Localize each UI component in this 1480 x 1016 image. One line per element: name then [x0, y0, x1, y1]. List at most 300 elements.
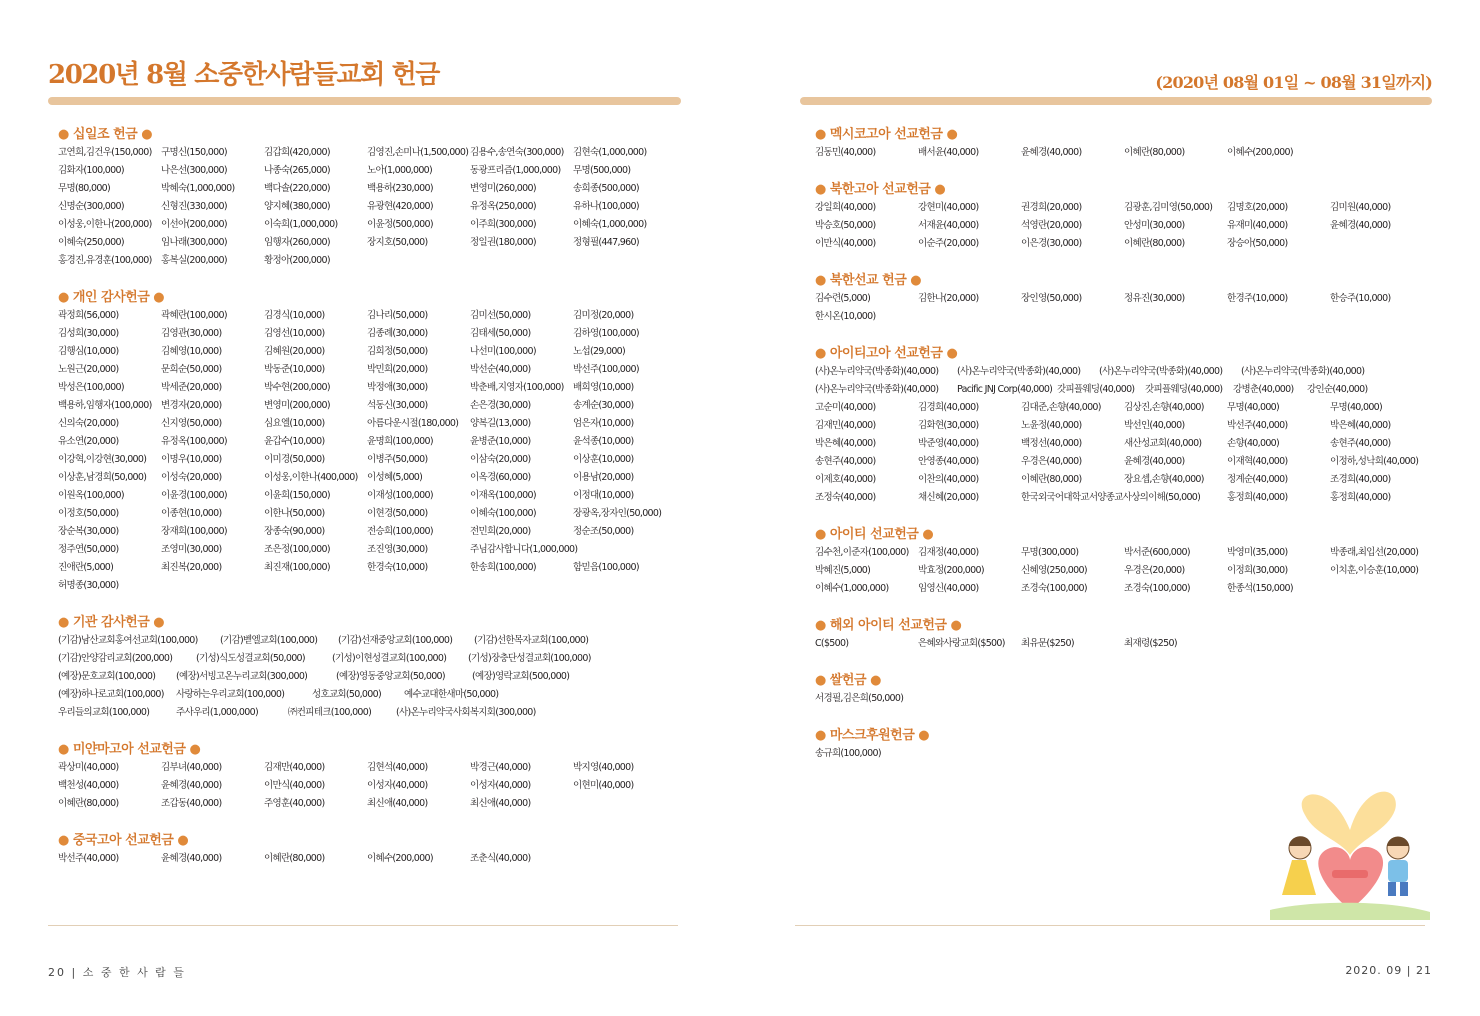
donation-entry: 심요엘(10,000) [264, 418, 325, 429]
donation-entry: 전민희(20,000) [470, 526, 531, 537]
donation-entry: 김광훈,김미영(50,000) [1124, 202, 1213, 213]
donation-entry: 성호교회(50,000) [312, 689, 381, 700]
donation-entry: 주영훈(40,000) [264, 798, 325, 809]
donation-entry: Pacific JNJ Corp(40,000) [957, 384, 1053, 395]
section-left-1 [58, 289, 678, 595]
donation-entry: 이미경(50,000) [264, 454, 325, 465]
donation-entry: 이상훈,남경희(50,000) [58, 472, 147, 483]
donation-entry: 박준영(40,000) [918, 438, 979, 449]
donation-entry: 이성웅,이한나(200,000) [58, 219, 152, 230]
donation-entry: 변경자(20,000) [161, 400, 222, 411]
donation-entry: 이정대(10,000) [573, 490, 634, 501]
bullet-dot-icon: ● [866, 673, 881, 688]
donation-entry: 김영선(10,000) [264, 328, 325, 339]
donation-entry: 박효정(200,000) [918, 565, 984, 576]
donation-entry: 윤갑수(10,000) [264, 436, 325, 447]
donation-entry: 박선인(40,000) [1124, 420, 1185, 431]
donation-entry: 이만식(40,000) [815, 238, 876, 249]
bullet-dot-icon: ● [930, 182, 946, 197]
section-title [815, 126, 1435, 144]
section-left-2 [58, 614, 678, 722]
donation-entry: 장광옥,장자인(50,000) [573, 508, 662, 519]
donation-entry: (기성)식도성결교회(50,000) [196, 653, 305, 664]
donation-entry: (사)온누리약국(박종화)(40,000) [815, 384, 939, 395]
donation-entry: 김화현(30,000) [918, 420, 979, 431]
section-title [58, 614, 678, 632]
donation-entry: 우리들의교회(100,000) [58, 707, 150, 718]
section-right-7 [815, 727, 1435, 763]
section-title-text: 기관 감사헌금 [72, 615, 150, 630]
entry-grid [815, 544, 1435, 598]
donation-entry: 무명(300,000) [1021, 547, 1079, 558]
donation-entry: 김혜원(20,000) [264, 346, 325, 357]
donation-entry [1124, 308, 1227, 326]
donation-entry: 이재혁(40,000) [1227, 456, 1288, 467]
bullet-dot-icon: ● [815, 527, 830, 542]
donation-entry: (예장)영락교회(500,000) [472, 671, 570, 682]
donation-entry: 윤명희(100,000) [367, 436, 433, 447]
donation-entry: 조영미(30,000) [161, 544, 222, 555]
donation-entry: 무명(40,000) [1330, 402, 1383, 413]
donation-entry: 윤병준(10,000) [470, 436, 531, 447]
donation-entry: 우경은(20,000) [1124, 565, 1185, 576]
page-title: 2020년 8월 소중한사람들교회 헌금 [48, 60, 440, 90]
donation-entry: 김명호(20,000) [1227, 202, 1288, 213]
section-title [58, 126, 678, 144]
donation-entry: 최신애(40,000) [367, 798, 428, 809]
donation-entry: 백다솔(220,000) [264, 183, 330, 194]
donation-entry [1021, 308, 1124, 326]
donation-entry: 노섭(29,000) [573, 346, 626, 357]
donation-entry: 곽상미(40,000) [58, 762, 119, 773]
donation-entry: 김갑희(420,000) [264, 147, 330, 158]
section-left-4 [58, 832, 678, 868]
donation-entry: 이재성(100,000) [367, 490, 433, 501]
section-title-text: 해외 아이티 선교헌금 [829, 618, 947, 633]
donation-entry: 백용하(230,000) [367, 183, 433, 194]
donation-entry [1021, 745, 1124, 763]
entry-row [58, 650, 678, 668]
section-right-6 [815, 672, 1435, 708]
donation-entry [1021, 690, 1124, 708]
donation-entry: 박종래,최입선(20,000) [1330, 547, 1419, 558]
donation-entry: 곽정희(56,000) [58, 310, 119, 321]
donation-entry: 손은경(30,000) [470, 400, 531, 411]
donation-entry: 이선아(200,000) [161, 219, 227, 230]
donation-entry: 김경희(40,000) [918, 402, 979, 413]
donation-entry: 양복길(13,000) [470, 418, 531, 429]
donation-entry: 강병춘(40,000) [1233, 384, 1294, 395]
donation-entry [264, 577, 367, 595]
section-title [58, 832, 678, 850]
donation-entry: 은혜와사랑교회($500) [918, 638, 1005, 649]
donation-entry [573, 850, 676, 868]
section-title [815, 345, 1435, 363]
entry-grid [815, 635, 1435, 653]
donation-entry: 장인영(50,000) [1021, 293, 1082, 304]
donation-entry [918, 690, 1021, 708]
donation-entry: 정순조(50,000) [573, 526, 634, 537]
donation-entry: 조갑동(40,000) [161, 798, 222, 809]
donation-entry: 박은혜(40,000) [1330, 420, 1391, 431]
donation-entry: 노원근(20,000) [58, 364, 119, 375]
donation-entry: 우경은(40,000) [1021, 456, 1082, 467]
title-underline-right [800, 97, 1432, 105]
donation-entry [1124, 690, 1227, 708]
donation-entry: 이현경(50,000) [367, 508, 428, 519]
donation-entry: 박선주(40,000) [1227, 420, 1288, 431]
donation-entry: 최유문($250) [1021, 638, 1074, 649]
donation-entry: 박정애(30,000) [367, 382, 428, 393]
donation-entry: 김용수,송연숙(300,000) [470, 147, 564, 158]
donation-entry [1330, 235, 1433, 253]
donation-entry: 이혜란(80,000) [1124, 238, 1185, 249]
donation-entry: 이상훈(10,000) [573, 454, 634, 465]
donation-entry: 이혜란(80,000) [58, 798, 119, 809]
entry-row [58, 632, 678, 650]
donation-entry: 이성자(40,000) [367, 780, 428, 791]
donation-entry: 정유진(30,000) [1124, 293, 1185, 304]
donation-entry: 서재윤(40,000) [918, 220, 979, 231]
donation-entry: 김미정(20,000) [573, 310, 634, 321]
donation-entry: 나선미(100,000) [470, 346, 536, 357]
bullet-dot-icon: ● [58, 742, 73, 757]
donation-entry: 조경희(40,000) [1330, 474, 1391, 485]
donation-entry: 변영미(200,000) [264, 400, 330, 411]
donation-entry: 조경숙(100,000) [1021, 583, 1087, 594]
donation-entry: (기감)벧엘교회(100,000) [220, 635, 318, 646]
donation-entry [161, 577, 264, 595]
section-right-5 [815, 617, 1435, 653]
donation-entry: 박지영(40,000) [573, 762, 634, 773]
donation-entry: 이순주(20,000) [918, 238, 979, 249]
donation-entry [918, 308, 1021, 326]
donation-entry: 김하영(100,000) [573, 328, 639, 339]
bullet-dot-icon: ● [58, 127, 73, 142]
donation-entry: 박경근(40,000) [470, 762, 531, 773]
donation-entry [573, 577, 676, 595]
bullet-dot-icon: ● [149, 615, 165, 630]
donation-entry: 조은정(100,000) [264, 544, 330, 555]
donation-entry: 홍복실(200,000) [161, 255, 227, 266]
donation-entry: 박영미(35,000) [1227, 547, 1288, 558]
donation-entry: 정일권(180,000) [470, 237, 536, 248]
donation-entry: 유재미(40,000) [1227, 220, 1288, 231]
donation-entry: 아름다운시절(180,000) [367, 418, 459, 429]
donation-entry: 김수련(5,000) [815, 293, 871, 304]
section-title [815, 617, 1435, 635]
section-title-text: 아이티 선교헌금 [829, 527, 919, 542]
donation-entry: 이명우(10,000) [161, 454, 222, 465]
donation-entry: 강현미(40,000) [918, 202, 979, 213]
section-title [815, 526, 1435, 544]
bottom-rule-right [795, 925, 1425, 926]
donation-entry: 김영진,손미나(1,500,000) [367, 147, 469, 158]
donation-entry: 정계순(40,000) [1227, 474, 1288, 485]
donation-entry: 신형진(330,000) [161, 201, 227, 212]
section-title [58, 741, 678, 759]
right-page-column [815, 126, 1435, 782]
bullet-dot-icon: ● [942, 346, 958, 361]
donation-entry: 배서윤(40,000) [918, 147, 979, 158]
donation-entry: 이윤경(100,000) [161, 490, 227, 501]
donation-entry [1330, 635, 1433, 653]
donation-entry: (예장)문호교회(100,000) [58, 671, 156, 682]
donation-entry: ㈜컨피테크(100,000) [288, 707, 372, 718]
donation-entry: 변영미(260,000) [470, 183, 536, 194]
bullet-dot-icon: ● [918, 527, 934, 542]
donation-entry: 이종현(10,000) [161, 508, 222, 519]
donation-entry: 이용남(20,000) [573, 472, 634, 483]
donation-entry: 노윤정(40,000) [1021, 420, 1082, 431]
left-page-column [58, 126, 678, 887]
entry-grid [815, 399, 1435, 507]
donation-entry: 김태세(50,000) [470, 328, 531, 339]
entry-grid [58, 850, 678, 868]
donation-entry: (예장)서빙고온누리교회(300,000) [176, 671, 308, 682]
bottom-rule-left [48, 925, 678, 926]
donation-entry: (기감)남산교회홍여선교회(100,000) [58, 635, 198, 646]
donation-entry: 이혜란(80,000) [1021, 474, 1082, 485]
donation-entry: 안영종(40,000) [918, 456, 979, 467]
donation-entry: 송규희(100,000) [815, 748, 881, 759]
donation-entry: 갓피플웨딩(40,000) [1145, 384, 1223, 395]
donation-entry: 조진영(30,000) [367, 544, 428, 555]
donation-entry: 한승주(10,000) [1330, 293, 1391, 304]
donation-entry: 김부녀(40,000) [161, 762, 222, 773]
section-title-text: 쌀헌금 [829, 673, 867, 688]
donation-entry [918, 745, 1021, 763]
donation-entry: 백정선(40,000) [1021, 438, 1082, 449]
donation-entry: 윤혜경(40,000) [161, 780, 222, 791]
bullet-dot-icon: ● [137, 127, 153, 142]
donation-entry: 한국외국어대학교서양종교사상의이해(50,000) [1021, 492, 1201, 503]
donation-entry [1227, 308, 1330, 326]
section-title-text: 북한선교 헌금 [829, 273, 907, 288]
section-title-text: 중국고아 선교헌금 [72, 833, 174, 848]
title-underline-left [48, 97, 681, 105]
donation-entry: 최신애(40,000) [470, 798, 531, 809]
bullet-dot-icon: ● [815, 182, 830, 197]
donation-entry [1330, 308, 1433, 326]
donation-entry: 이혜숙(100,000) [470, 508, 536, 519]
donation-entry: 김대준,손향(40,000) [1021, 402, 1101, 413]
section-title [815, 727, 1435, 745]
donation-entry: 이찬의(40,000) [918, 474, 979, 485]
donation-entry: 유광현(420,000) [367, 201, 433, 212]
donation-entry: 김미원(40,000) [1330, 202, 1391, 213]
donation-entry: 장승아(50,000) [1227, 238, 1288, 249]
donation-entry: 조경숙(100,000) [1124, 583, 1190, 594]
donation-entry: 김현숙(1,000,000) [573, 147, 647, 158]
donation-entry: 이숙희(1,000,000) [264, 219, 338, 230]
donation-entry: 장종숙(90,000) [264, 526, 325, 537]
donation-entry: 이혜숙(1,000,000) [573, 219, 647, 230]
donation-entry: 이정하,성낙희(40,000) [1330, 456, 1419, 467]
bullet-dot-icon: ● [149, 290, 165, 305]
donation-entry: (사)온누리약국(박종화)(40,000) [1241, 366, 1365, 377]
donation-entry: 최진재(100,000) [264, 562, 330, 573]
entry-grid [58, 307, 678, 595]
donation-entry: 석동신(30,000) [367, 400, 428, 411]
donation-entry: (사)온누리약국(박종화)(40,000) [1099, 366, 1223, 377]
heart-kids-illustration [1270, 760, 1430, 920]
donation-entry: 이병주(50,000) [367, 454, 428, 465]
donation-entry: 한송희(100,000) [470, 562, 536, 573]
donation-entry: 갓피플웨딩(40,000) [1057, 384, 1135, 395]
donation-entry: 윤혜경(40,000) [1021, 147, 1082, 158]
donation-entry: 고순미(40,000) [815, 402, 876, 413]
donation-entry: 장요셉,손향(40,000) [1124, 474, 1204, 485]
donation-entry: 박혜진(5,000) [815, 565, 871, 576]
donation-entry: 김성희(30,000) [58, 328, 119, 339]
donation-entry: 무명(80,000) [58, 183, 111, 194]
donation-entry: 허명종(30,000) [58, 580, 119, 591]
donation-entry: 한경숙(10,000) [367, 562, 428, 573]
donation-entry: 이혜수(200,000) [1227, 147, 1293, 158]
donation-entry: 임영신(40,000) [918, 583, 979, 594]
donation-entry: 조춘식(40,000) [470, 853, 531, 864]
donation-entry: 신명순(300,000) [58, 201, 124, 212]
donation-entry [1227, 690, 1330, 708]
donation-entry: 정주연(50,000) [58, 544, 119, 555]
donation-entry: 김나리(50,000) [367, 310, 428, 321]
donation-entry [1124, 745, 1227, 763]
donation-entry: 이혜숙(250,000) [58, 237, 124, 248]
donation-entry: 고연희,김건우(150,000) [58, 147, 152, 158]
section-title-text: 북한고아 선교헌금 [829, 182, 931, 197]
donation-entry: 나종숙(265,000) [264, 165, 330, 176]
donation-entry: 유하나(100,000) [573, 201, 639, 212]
donation-entry: (기감)선재중앙교회(100,000) [338, 635, 453, 646]
donation-entry: 김경식(10,000) [264, 310, 325, 321]
donation-entry [367, 252, 470, 270]
donation-entry: 백천성(40,000) [58, 780, 119, 791]
donation-entry: 김미선(50,000) [470, 310, 531, 321]
donation-entry: 무명(40,000) [1227, 402, 1280, 413]
section-title-text: 마스크후원헌금 [829, 728, 915, 743]
donation-entry [367, 577, 470, 595]
donation-entry [470, 577, 573, 595]
donation-entry: 나은선(300,000) [161, 165, 227, 176]
donation-entry: 박승호(50,000) [815, 220, 876, 231]
donation-entry: 이재옥(100,000) [470, 490, 536, 501]
entry-row [815, 381, 1435, 399]
donation-entry: 이혜수(200,000) [367, 853, 433, 864]
donation-entry: (기감)안양감리교회(200,000) [58, 653, 173, 664]
donation-entry: 한경주(10,000) [1227, 293, 1288, 304]
donation-entry [1330, 580, 1433, 598]
section-title-text: 십일조 헌금 [72, 127, 138, 142]
bullet-dot-icon: ● [942, 127, 958, 142]
donation-entry: 이성혜(5,000) [367, 472, 423, 483]
donation-entry: 채신혜(20,000) [918, 492, 979, 503]
entry-row [58, 668, 678, 686]
donation-entry: 박선주(100,000) [573, 364, 639, 375]
donation-entry: 윤혜경(40,000) [1124, 456, 1185, 467]
donation-entry: 신의숙(20,000) [58, 418, 119, 429]
entry-grid [58, 144, 678, 270]
donation-entry: 사랑하는우리교회(100,000) [176, 689, 285, 700]
donation-entry: 유정옥(100,000) [161, 436, 227, 447]
bullet-dot-icon: ● [946, 618, 962, 633]
donation-entry: (기감)선한목자교회(100,000) [474, 635, 589, 646]
donation-entry: 주님감사합니다(1,000,000) [470, 544, 578, 555]
donation-entry: 안성미(30,000) [1124, 220, 1185, 231]
donation-entry: 전승희(100,000) [367, 526, 433, 537]
donation-entry: 이한나(50,000) [264, 508, 325, 519]
donation-entry: (사)온누리약국(박종화)(40,000) [957, 366, 1081, 377]
donation-entry: 이원옥(100,000) [58, 490, 124, 501]
donation-entry: 신혜영(250,000) [1021, 565, 1087, 576]
donation-entry: 백용하,임행자(100,000) [58, 400, 152, 411]
donation-entry: 무명(500,000) [573, 165, 631, 176]
donation-entry: 임나래(300,000) [161, 237, 227, 248]
donation-entry: 새산성교회(40,000) [1124, 438, 1202, 449]
donation-entry: 박수현(200,000) [264, 382, 330, 393]
donation-entry: 장지호(50,000) [367, 237, 428, 248]
section-title [58, 289, 678, 307]
donation-entry: 김종례(30,000) [367, 328, 428, 339]
donation-entry: 윤석종(10,000) [573, 436, 634, 447]
donation-entry: 이옥경(60,000) [470, 472, 531, 483]
donation-entry: 양지혜(380,000) [264, 201, 330, 212]
donation-entry [1330, 690, 1433, 708]
donation-entry: 김재만(40,000) [264, 762, 325, 773]
entry-grid [815, 144, 1435, 162]
entry-grid [815, 199, 1435, 253]
donation-entry: 송희종(500,000) [573, 183, 639, 194]
donation-entry: 김행심(10,000) [58, 346, 119, 357]
bullet-dot-icon: ● [58, 615, 73, 630]
donation-entry: 동광프리즘(1,000,000) [470, 165, 561, 176]
section-title [815, 672, 1435, 690]
donation-entry: 장재희(100,000) [161, 526, 227, 537]
section-right-0 [815, 126, 1435, 162]
footer-right: 2020. 09 | 21 [1345, 964, 1432, 977]
donation-entry: 이성숙(20,000) [161, 472, 222, 483]
donation-entry: 함믿음(100,000) [573, 562, 639, 573]
donation-entry: 한종석(150,000) [1227, 583, 1293, 594]
section-title [815, 272, 1435, 290]
donation-entry: 배희영(10,000) [573, 382, 634, 393]
donation-entry: 이성웅,이한나(400,000) [264, 472, 358, 483]
donation-entry: 김상진,손향(40,000) [1124, 402, 1204, 413]
donation-entry: 이강혁,이강현(30,000) [58, 454, 147, 465]
donation-entry: (기성)장충단성결교회(100,000) [468, 653, 591, 664]
donation-entry [1330, 144, 1433, 162]
bullet-dot-icon: ● [815, 127, 830, 142]
donation-entry: 김동민(40,000) [815, 147, 876, 158]
donation-entry: 박선순(40,000) [470, 364, 531, 375]
section-right-4 [815, 526, 1435, 598]
donation-entry: 박은혜(40,000) [815, 438, 876, 449]
donation-entry: 김혜영(10,000) [161, 346, 222, 357]
entry-row [58, 704, 678, 722]
section-left-0 [58, 126, 678, 270]
section-right-3 [815, 345, 1435, 507]
donation-entry: 진애란(5,000) [58, 562, 114, 573]
section-title [815, 181, 1435, 199]
donation-entry: 이만식(40,000) [264, 780, 325, 791]
donation-entry: 이정호(50,000) [58, 508, 119, 519]
donation-entry: 문희순(50,000) [161, 364, 222, 375]
donation-entry: 홍정희(40,000) [1227, 492, 1288, 503]
donation-entry: 한시온(10,000) [815, 311, 876, 322]
donation-entry: 김현석(40,000) [367, 762, 428, 773]
footer-left: 20 | 소 중 한 사 람 들 [48, 966, 186, 979]
donation-entry: 김한나(20,000) [918, 293, 979, 304]
